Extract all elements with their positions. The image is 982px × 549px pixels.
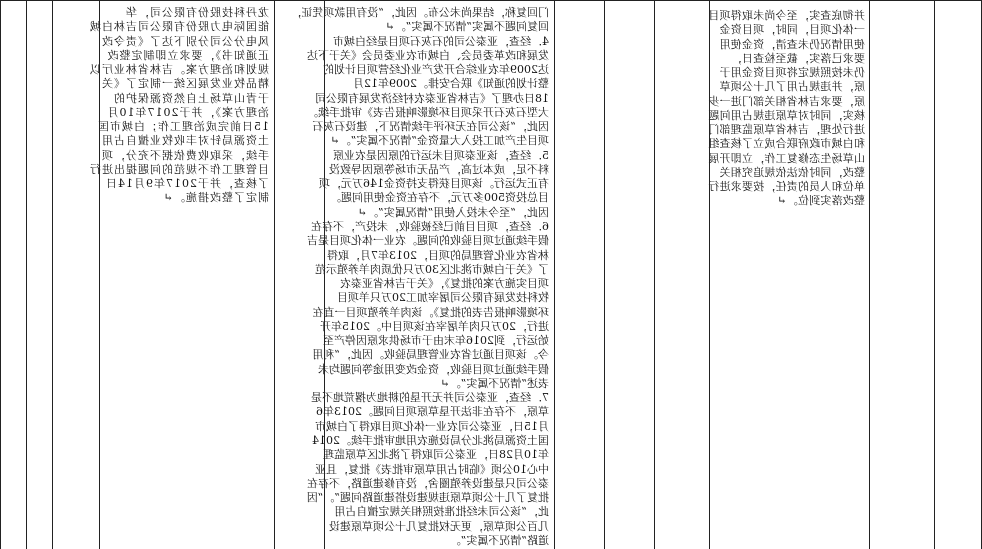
text-line: 因此，“至今未投入使用”情况属实”。↵ bbox=[357, 205, 549, 219]
text-line: 林省农业化管理局的项目，2013年7月，取得 bbox=[327, 248, 549, 262]
text-line: 假手续通过项目验收，资金改变用途等问题均未 bbox=[318, 362, 549, 376]
table-cell-empty bbox=[53, 0, 100, 549]
text-line: 国土资源局洮北分局设施农用地审批手续。2014 bbox=[312, 433, 549, 447]
text-line: 料不足，成本过高，产品无市场等原因导致没 bbox=[329, 162, 549, 176]
text-line: 因此，“该公司在无环评手续情况下，建设石灰石 bbox=[312, 120, 549, 134]
text-line: 能国际电力股份有限公司吉林白城 bbox=[89, 20, 269, 34]
text-line: 目总投资500多万元，不存在资金使用问题。 bbox=[330, 191, 549, 205]
text-line: 治理方案》，并于2017年10月 bbox=[106, 105, 269, 119]
text-line: 门回复称，结果尚未公布。因此，“没有用款项凭证， bbox=[290, 6, 549, 19]
text-line: 15日前完成治理工作；白城市国 bbox=[97, 120, 269, 134]
text-line: 单位和人员的责任，按要求进行 bbox=[708, 180, 865, 194]
text-line: 月15日，亚泰公司农业一体化项目取得了白城市 bbox=[315, 419, 549, 433]
text-line: 此，“该公司未经批准按照相关规定擅自占用 bbox=[334, 505, 549, 519]
text-line: 始运行，到2016年末由于市场供求原因停产至 bbox=[323, 334, 549, 348]
text-line: 4．经查，亚泰公司的石灰石项目是经白城市 bbox=[333, 34, 549, 48]
text-line: 了《关于白城市洮北区30万只优质肉羊养殖示范 bbox=[315, 262, 549, 276]
text-line: 手续，采取收费依据不充分，项 bbox=[101, 148, 269, 162]
text-line: 核实，同时对草原违规占用问题 bbox=[708, 108, 865, 122]
text-line: 使用情况仍未查清，资金使用 bbox=[719, 37, 865, 51]
rectification-cell bbox=[89, 0, 275, 549]
text-line: 并彻底查实，至今尚未取得项目 bbox=[708, 9, 865, 22]
text-line: 有正式运行。该项目获得支持资金146万元，项 bbox=[319, 177, 549, 191]
text-line: 牧科技发展有限公司屠宰加工20万只羊项目 bbox=[337, 291, 549, 305]
text-line: 大型石灰石开采项目环境影响报告表》审批手续。 bbox=[307, 105, 549, 119]
table-cell-empty bbox=[555, 0, 605, 549]
accountability-cell bbox=[710, 0, 870, 549]
verification-cell bbox=[290, 0, 555, 549]
text-line: 整计划的通知》联合安排。2009年12月 bbox=[353, 77, 549, 91]
text-line: 5．经查，该亚泰项目未运行的原因是农业原 bbox=[333, 148, 549, 162]
text-line: 达2009年农业综合开发产业化经营项目计划的 bbox=[323, 63, 549, 77]
text-line: 原，要求吉林省相关部门进一步 bbox=[708, 94, 865, 108]
text-line: 进行处理，吉林省草原监理部门 bbox=[708, 123, 865, 137]
text-line: 龙丹科技股份有限公司，华 bbox=[125, 6, 269, 19]
text-line: 环境影响报告表的批复》。该肉羊养殖项目一直在 bbox=[312, 305, 549, 319]
text-line: 回复问题不属实”情况不属实”。↵ bbox=[385, 20, 549, 34]
text-line: 土资源局针对丰收牧业擅自占用 bbox=[101, 134, 269, 148]
text-line: 精品牧业发展区统一制定了《关 bbox=[101, 77, 269, 91]
text-line: 道路”情况不属实”。 bbox=[449, 533, 549, 547]
text-line: 和白城市政府联合成立了核查组 bbox=[708, 137, 865, 151]
table-cell-empty bbox=[0, 0, 27, 549]
text-line: 整改落实到位。↵ bbox=[777, 194, 865, 208]
text-line: 6．经查，项目目前已经被验收，未投产，不存在 bbox=[311, 219, 549, 233]
text-line: 目管理工作不规范的问题提出进行 bbox=[89, 162, 269, 176]
text-line: 了核查，并于2017年9月14日 bbox=[105, 177, 269, 191]
text-line: 草原，不存在非法开垦草原项目问题。2013年6 bbox=[316, 405, 549, 419]
table-cell-empty bbox=[27, 0, 53, 549]
text-line: 仍未按照规定将项目资金用于 bbox=[719, 66, 865, 80]
text-line: 批复了几十公顷草原违规建设搭建道路问题”。“因 bbox=[306, 491, 549, 505]
table-cell-empty bbox=[655, 0, 710, 549]
text-line: 18日办理了《吉林省亚泰农村经济发展有限公司 bbox=[315, 91, 549, 105]
text-line: 规划和治理方案。吉林省林业厅以 bbox=[89, 63, 269, 77]
text-line: 年10月28日，亚泰公司取得了洮北区草原监理 bbox=[323, 448, 549, 462]
table-cell-empty bbox=[935, 0, 982, 549]
text-line: 原，并违规占用了几十公顷草 bbox=[719, 80, 865, 94]
text-line: 泰公司只是建设养殖圈舍，没有修建道路，不存在 bbox=[307, 476, 549, 490]
text-line: 表述”情况不属实”。↵ bbox=[440, 376, 549, 390]
text-line: 发展和改革委员会、白城市农业委员会《关于下达 bbox=[307, 48, 549, 62]
text-line: 7．经查，亚泰公司并无开垦的耕地为撂荒地不是 bbox=[311, 391, 549, 405]
text-line: 正通知书》，要求立即制定整改 bbox=[106, 48, 269, 62]
table-cell-empty bbox=[275, 0, 325, 549]
text-line: 一体化项目，同时，项目资金 bbox=[719, 23, 865, 37]
text-line: 今。该项目通过省农业管理局验收。因此，“利用 bbox=[312, 348, 549, 362]
text-line: 中心10公顷《临时占用草原审批表》批复，且亚 bbox=[315, 462, 549, 476]
text-line: 制定了整改措施。↵ bbox=[162, 191, 269, 205]
text-line: 于青山草场上自然资源保护的 bbox=[113, 91, 269, 105]
text-line: 整改，同时依法依规追究相关 bbox=[719, 165, 865, 179]
text-line: 假手续通过项目验收的问题。农业一体化项目是吉 bbox=[307, 234, 549, 248]
text-line: 风电分公司分别下达了《责令改 bbox=[101, 34, 269, 48]
text-line: 要求已落实，截至检查日， bbox=[730, 51, 865, 65]
text-line: 进行，20万只肉羊屠宰在该项目中。2015年开 bbox=[320, 319, 549, 333]
text-line: 山草场生态修复工作，立即开展 bbox=[708, 151, 865, 165]
table-cell-empty bbox=[605, 0, 655, 549]
table-cell-empty bbox=[870, 0, 935, 549]
text-line: 几百公顷草原，更无权批复几十公顷草原建设 bbox=[329, 519, 549, 533]
text-line: 项目实施方案的批复》，《关于吉林省亚泰农 bbox=[340, 277, 549, 291]
text-line: 项目生产加工投入大量资金”情况不属实”。↵ bbox=[330, 134, 549, 148]
